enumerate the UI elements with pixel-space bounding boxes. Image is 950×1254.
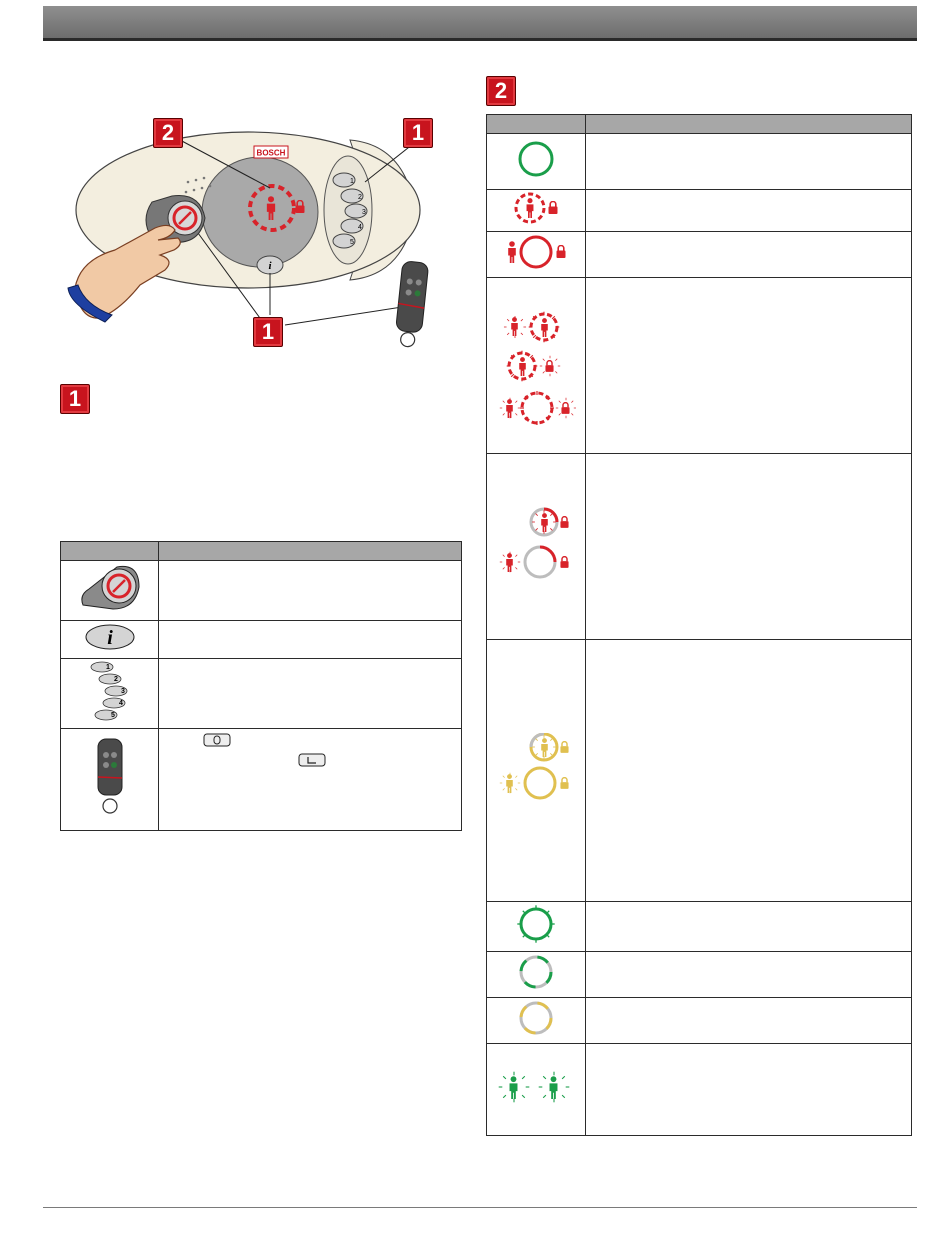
header-bar [43,6,917,41]
callout-badge-1: 1 [403,118,433,148]
row-description [159,621,462,659]
section-badge-2: 2 [486,76,516,106]
section-badge-1: 1 [60,384,90,414]
row-description [586,190,912,232]
yellow-grey-dashed-ring-icon [487,998,586,1044]
row-description [586,640,912,902]
yellow-icons [487,640,586,902]
green-ring-icon [487,134,586,190]
table-row [61,659,462,729]
row-description [586,232,912,278]
info-key-icon [61,621,159,659]
row-description [159,729,462,831]
row-description [586,134,912,190]
green-flashing-persons-icon [487,1044,586,1136]
table-row [487,902,912,952]
red-dashed-person-lock-icon [487,190,586,232]
callout-badge-1: 1 [253,317,283,347]
key-3-label: 3 [120,688,125,695]
left-legend-table [60,541,462,831]
table-row [487,998,912,1044]
row-description [159,561,462,621]
row-description [586,1044,912,1136]
row-description [586,902,912,952]
table-row [487,134,912,190]
table-row [61,621,462,659]
key-1-label: 1 [105,664,110,671]
column-header [159,542,462,561]
red-ring-person-lock-icon [487,232,586,278]
table-row [487,1044,912,1136]
info-glyph: i [106,627,113,649]
red-grey-partial-icons [487,454,586,640]
token-icon [61,561,159,621]
red-flashing-icons [487,278,586,454]
right-legend-table [486,114,912,1136]
key-3-label: 3 [362,209,366,216]
key-4-label: 4 [118,700,123,707]
key-4-label: 4 [358,224,362,231]
column-header [487,115,586,134]
table-row [487,190,912,232]
unlock-button-icon [298,753,326,767]
lock-button-icon [203,733,231,747]
key-1-label: 1 [350,178,354,185]
row-description [586,998,912,1044]
table-row [61,729,462,831]
table-row [487,640,912,902]
column-header [61,542,159,561]
row-description [586,278,912,454]
row-description [586,454,912,640]
table-row [487,278,912,454]
keyfob-icon [61,729,159,831]
table-row [487,454,912,640]
key-5-label: 5 [110,712,115,719]
key-2-label: 2 [113,676,118,683]
key-2-label: 2 [358,194,362,201]
table-row [487,232,912,278]
row-description [586,952,912,998]
green-flashing-ring-icon [487,902,586,952]
green-grey-dashed-ring-icon [487,952,586,998]
function-keys-icon [61,659,159,729]
key-5-label: 5 [350,239,354,246]
footer-rule [43,1207,917,1208]
brand-label: BOSCH [256,148,286,158]
table-row [61,561,462,621]
info-key-label: i [268,260,272,272]
callout-badge-2: 2 [153,118,183,148]
column-header [586,115,912,134]
table-row [487,952,912,998]
row-description [159,659,462,729]
